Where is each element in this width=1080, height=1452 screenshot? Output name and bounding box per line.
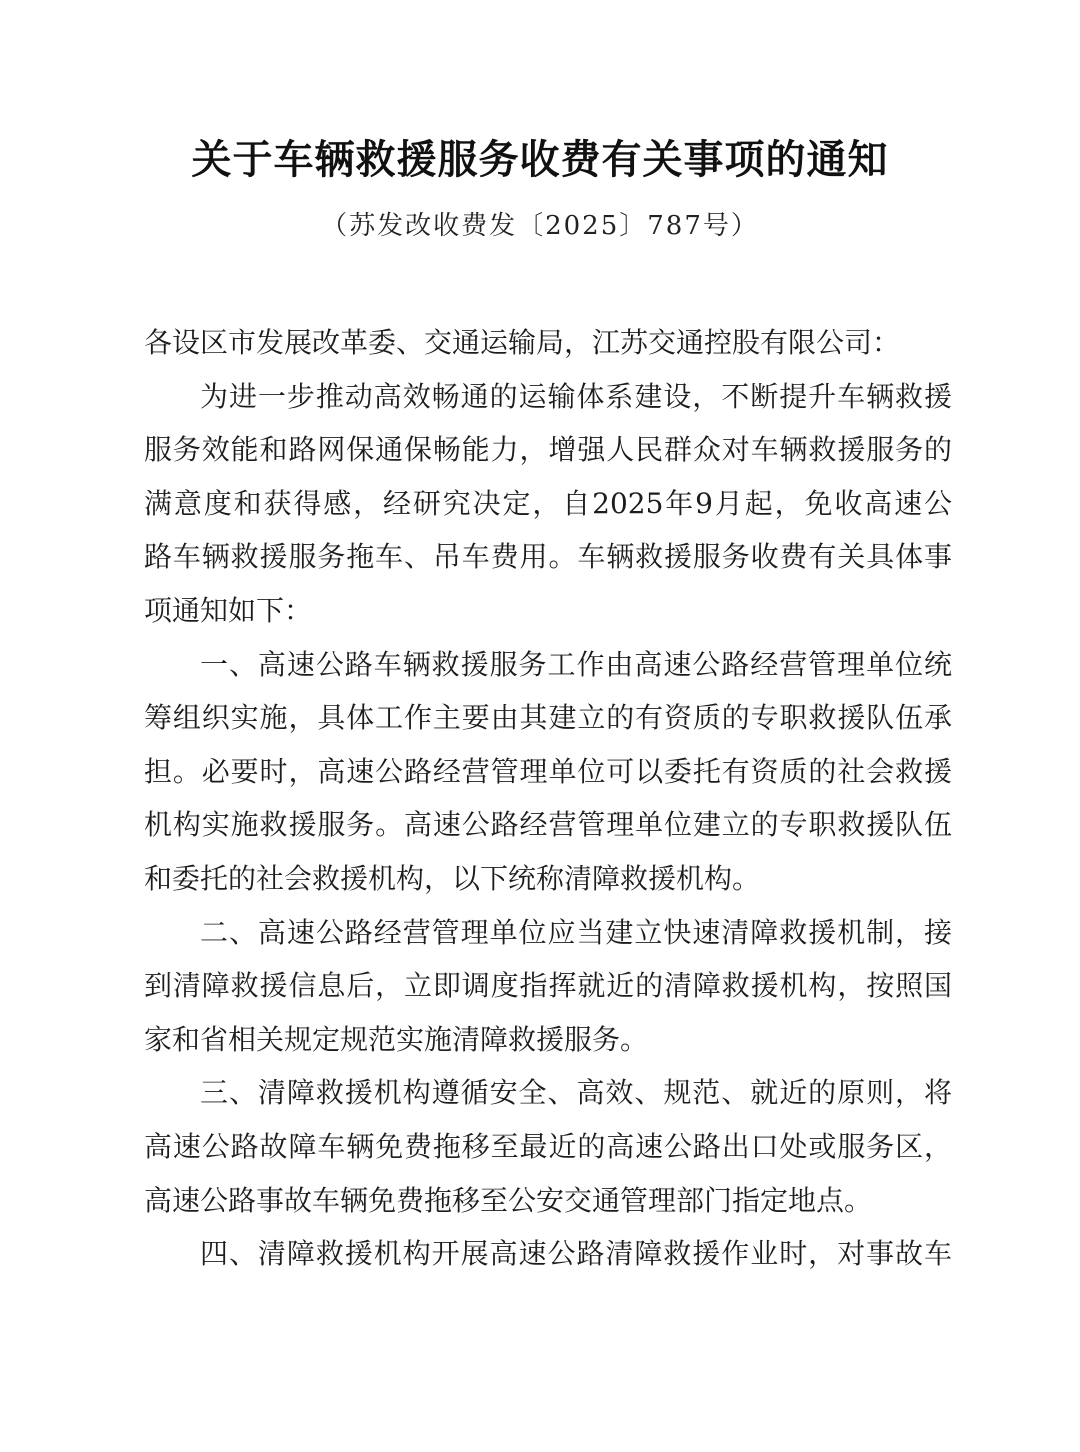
document-number: （苏发改收费发〔2025〕787号）: [321, 211, 759, 241]
text-line: 一、高速公路车辆救援服务工作由高速公路经营管理单位统: [200, 647, 952, 681]
paragraph: [144, 370, 952, 638]
text-line: 为进一步推动高效畅通的运输体系建设，不断提升车辆救援: [200, 379, 952, 413]
paragraph: [144, 638, 952, 906]
text-line: 担。必要时，高速公路经营管理单位可以委托有资质的社会救援: [144, 754, 952, 788]
text-line: 和委托的社会救援机构，以下统称清障救援机构。: [144, 861, 761, 895]
text-line: 高速公路事故车辆免费拖移至公安交通管理部门指定地点。: [144, 1183, 873, 1217]
paragraph: [144, 1066, 952, 1227]
text-line: 二、高速公路经营管理单位应当建立快速清障救援机制，接: [200, 915, 952, 949]
text-line: 机构实施救援服务。高速公路经营管理单位建立的专职救援队伍: [144, 808, 952, 842]
paragraph: [144, 906, 952, 1067]
text-line: 项通知如下：: [144, 593, 313, 627]
text-line: 到清障救援信息后，立即调度指挥就近的清障救援机构，按照国: [144, 969, 952, 1003]
text-line: 满意度和获得感，经研究决定，自2025年9月起，免收高速公: [144, 486, 952, 520]
document-title: 关于车辆救援服务收费有关事项的通知: [191, 136, 889, 183]
text-line: 三、清障救援机构遵循安全、高效、规范、就近的原则，将: [200, 1076, 952, 1110]
text-line: 家和省相关规定规范实施清障救援服务。: [144, 1022, 649, 1056]
text-line: 高速公路故障车辆免费拖移至最近的高速公路出口处或服务区，: [144, 1129, 952, 1163]
document-body: [144, 316, 952, 1281]
addressee: 各设区市发展改革委、交通运输局，江苏交通控股有限公司：: [144, 326, 901, 359]
text-line: 筹组织实施，具体工作主要由其建立的有资质的专职救援队伍承: [144, 701, 952, 735]
paragraph: [144, 1227, 952, 1281]
text-line: 四、清障救援机构开展高速公路清障救援作业时，对事故车: [200, 1237, 952, 1271]
text-line: 服务效能和路网保通保畅能力，增强人民群众对车辆救援服务的: [144, 433, 952, 467]
text-line: 路车辆救援服务拖车、吊车费用。车辆救援服务收费有关具体事: [144, 540, 952, 574]
